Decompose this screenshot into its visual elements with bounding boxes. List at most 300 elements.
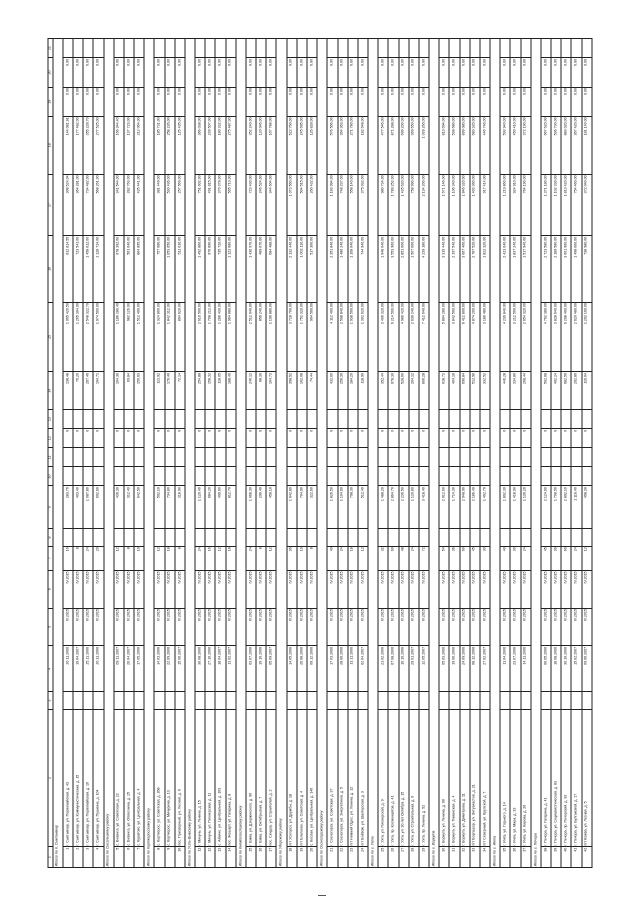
table-cell — [175, 409, 185, 428]
table-cell: 982 126,00 — [124, 302, 134, 372]
table-cell: 2 132 440,00 — [287, 235, 297, 301]
table-cell: 27.02.2007 — [480, 645, 490, 691]
table-cell — [165, 409, 175, 428]
table-cell — [327, 691, 337, 708]
table-cell — [266, 38, 276, 57]
table-cell: 8 — [154, 846, 164, 867]
table-cell: 1 073 560,00 — [287, 174, 297, 235]
table-cell: 502,68 — [541, 371, 551, 409]
table-cell: 2 189 580,00 — [551, 235, 561, 301]
group-row — [317, 38, 327, 867]
table-cell — [439, 528, 449, 545]
table-cell — [348, 447, 358, 466]
table-cell — [226, 447, 236, 466]
table-cell: IV.2015 — [256, 608, 266, 646]
table-cell: 185 731,00 — [154, 116, 164, 174]
table-cell: 0,00 — [480, 87, 490, 116]
table-cell: IV.2015 — [266, 608, 276, 646]
table-cell: 0,00 — [460, 87, 470, 116]
table-cell: 245 695,00 — [297, 116, 307, 174]
table-cell: 1 116,40 — [571, 485, 581, 528]
table-cell: 0 — [378, 428, 388, 447]
table-cell: 36 — [551, 546, 561, 570]
table-cell: 1 507 600,00 — [409, 235, 419, 301]
table-cell — [93, 38, 103, 57]
table-cell — [388, 447, 398, 466]
table-cell — [114, 409, 124, 428]
table-cell: IV.2015 — [551, 608, 561, 646]
table-cell — [83, 409, 93, 428]
table-cell: 0,00 — [338, 57, 348, 86]
table-cell: 20 — [307, 846, 317, 867]
address-cell: г. Инта, ул. Кирова, д. 26 — [521, 709, 531, 846]
table-cell — [409, 466, 419, 485]
table-cell: 28 — [409, 846, 419, 867]
table-cell: 257 569,00 — [175, 174, 185, 235]
table-row — [449, 38, 459, 867]
table-cell — [124, 528, 134, 545]
table-cell: 36 — [449, 546, 459, 570]
table-cell: IV.2015 — [378, 570, 388, 608]
table-cell: 26.08.2006 — [297, 645, 307, 691]
table-cell: 917 414,00 — [480, 174, 490, 235]
table-cell: 1 039 260,00 — [419, 116, 429, 174]
table-cell: 812,70 — [226, 485, 236, 528]
table-row — [358, 38, 368, 867]
table-cell — [165, 528, 175, 545]
table-cell: 0 — [561, 428, 571, 447]
table-cell: 0 — [348, 428, 358, 447]
table-cell: IV.2015 — [327, 608, 337, 646]
table-cell: 45 — [541, 546, 551, 570]
table-cell: 806,28 — [419, 371, 429, 409]
table-cell — [582, 38, 592, 57]
table-cell — [327, 447, 337, 466]
table-cell: 0 — [114, 428, 124, 447]
address-cell: г. Ухта, пр. Космонавтов, д. 41 — [388, 709, 398, 846]
table-cell: 7 412 640,00 — [419, 302, 429, 372]
table-cell: 0,00 — [175, 57, 185, 86]
table-cell: 2 351 840,00 — [327, 235, 337, 301]
table-cell — [165, 447, 175, 466]
table-cell: 4 986 420,00 — [399, 302, 409, 372]
table-cell — [571, 447, 581, 466]
table-cell: 275 487,00 — [226, 116, 236, 174]
table-cell: 3 406 320,00 — [378, 302, 388, 372]
address-cell: г. Емва, ул. Дзержинского, д. 90 — [246, 709, 256, 846]
address-cell: пгт Войвож, ул. Шахтерская, д. 3 — [358, 709, 368, 846]
table-cell — [114, 38, 124, 57]
table-cell: 450 410,00 — [510, 116, 520, 174]
table-cell — [571, 38, 581, 57]
address-cell: пос. Жешарт, ул. Гагарина, д. 8 — [226, 709, 236, 846]
table-cell — [266, 447, 276, 466]
table-cell — [521, 528, 531, 545]
table-cell: 0,00 — [297, 57, 307, 86]
table-cell: IV.2015 — [409, 608, 419, 646]
table-cell: 0,00 — [500, 57, 510, 86]
table-cell — [246, 409, 256, 428]
table-cell — [287, 691, 297, 708]
table-cell: IV.2015 — [83, 608, 93, 646]
table-cell: 60 — [460, 546, 470, 570]
table-cell: IV.2015 — [297, 608, 307, 646]
table-cell: 282 763,00 — [124, 174, 134, 235]
address-cell: г. Печора, пр. Печорский, д. 92 — [561, 709, 571, 846]
table-cell: 256,36 — [338, 371, 348, 409]
table-cell: 0 — [510, 428, 520, 447]
table-cell: 1 403 360,00 — [470, 174, 480, 235]
address-cell: с. Кослан, ул. Центральная, д. 140 — [307, 709, 317, 846]
table-cell: 39 — [551, 846, 561, 867]
table-cell: 2 512 640,00 — [246, 302, 256, 372]
table-cell: 0 — [205, 428, 215, 447]
table-cell: 1 136,20 — [521, 485, 531, 528]
table-row — [205, 38, 215, 867]
table-cell — [195, 447, 205, 466]
table-cell: 512,90 — [470, 371, 480, 409]
table-cell: 4 239 180,00 — [419, 235, 429, 301]
table-cell: IV.2015 — [165, 608, 175, 646]
group-row — [185, 38, 195, 867]
table-row — [266, 38, 276, 867]
table-cell: 744 940,00 — [358, 235, 368, 301]
address-cell: с. Куратово, ул. Центральная, д. 4 — [134, 709, 144, 846]
table-cell — [215, 691, 225, 708]
table-cell: 137 723,00 — [124, 116, 134, 174]
table-cell — [561, 409, 571, 428]
table-cell: 0,00 — [561, 87, 571, 116]
table-cell — [510, 447, 520, 466]
address-cell: пгт Нижний Одес, ул. Ленина, д. 12 — [348, 709, 358, 846]
table-cell: 0,00 — [124, 87, 134, 116]
table-cell — [73, 528, 83, 545]
table-cell — [327, 528, 337, 545]
table-row — [571, 38, 581, 867]
table-cell: 0 — [93, 428, 103, 447]
table-cell: 02.04.2007 — [358, 645, 368, 691]
table-cell: IV.2015 — [399, 608, 409, 646]
table-cell: 748 237,00 — [338, 174, 348, 235]
table-cell: 48 — [399, 546, 409, 570]
table-cell: 334,80 — [510, 371, 520, 409]
table-cell: 14.03.2006 — [154, 645, 164, 691]
address-cell: г. Ухта, ул. Пионерская, д. 9 — [378, 709, 388, 846]
table-cell: 19.04.2007 — [73, 645, 83, 691]
table-cell: 0 — [419, 428, 429, 447]
table-cell: 0,00 — [246, 57, 256, 86]
table-cell — [480, 466, 490, 485]
table-cell: 11 — [195, 846, 205, 867]
table-cell: 512,40 — [358, 485, 368, 528]
table-cell — [165, 38, 175, 57]
group-label: Итого по Княжпогостскому району — [236, 38, 246, 867]
table-cell — [388, 528, 398, 545]
table-cell: 436,30 — [114, 485, 124, 528]
table-cell — [470, 528, 480, 545]
table-cell: 558 140,00 — [348, 174, 358, 235]
table-cell: 683 320,00 — [470, 116, 480, 174]
table-cell: 2 186,40 — [470, 485, 480, 528]
group-label: Итого по г. Воркута — [429, 38, 439, 867]
table-cell: 2 723 580,00 — [541, 235, 551, 301]
table-cell: 0 — [175, 428, 185, 447]
table-cell: IV.2015 — [215, 570, 225, 608]
table-cell: IV.2015 — [63, 608, 73, 646]
address-cell: пгт Воргашор, ул. Энтузиастов, д. 21 — [470, 709, 480, 846]
table-cell — [338, 447, 348, 466]
table-cell — [195, 466, 205, 485]
table-cell — [73, 447, 83, 466]
table-cell: 1 517 940,00 — [521, 235, 531, 301]
table-cell: 1 488,20 — [378, 485, 388, 528]
table-cell: 262,80 — [571, 371, 581, 409]
table-cell — [510, 38, 520, 57]
table-cell: 0,00 — [195, 57, 205, 86]
table-cell: 3 553 960,00 — [388, 235, 398, 301]
table-cell: 1 219 860,00 — [500, 174, 510, 235]
table-row — [541, 38, 551, 867]
table-cell — [83, 528, 93, 545]
table-cell — [175, 691, 185, 708]
table-cell: 2 548 322,70 — [83, 302, 93, 372]
table-cell: IV.2015 — [409, 570, 419, 608]
table-cell: 1 120,40 — [195, 485, 205, 528]
table-cell: IV.2015 — [266, 570, 276, 608]
table-cell: 38 — [541, 846, 551, 867]
table-cell: 366 038,00 — [195, 116, 205, 174]
table-cell — [541, 409, 551, 428]
table-cell: IV.2015 — [134, 608, 144, 646]
table-cell — [297, 528, 307, 545]
table-cell: 3 601 960,00 — [561, 235, 571, 301]
table-cell: 496,60 — [215, 485, 225, 528]
table-row — [399, 38, 409, 867]
column-number-header: 20 — [48, 57, 53, 86]
table-cell — [266, 466, 276, 485]
table-cell: 0 — [124, 428, 134, 447]
table-cell — [358, 409, 368, 428]
table-row — [500, 38, 510, 867]
table-cell — [327, 409, 337, 428]
table-cell: 30 — [439, 846, 449, 867]
address-cell: г. Сосногорск, ул. Энергетиков, д. 5 — [338, 709, 348, 846]
table-cell: 1 286 430,00 — [215, 302, 225, 372]
table-cell: IV.2015 — [114, 570, 124, 608]
table-cell: 125 435,00 — [175, 116, 185, 174]
table-cell: 25 — [378, 846, 388, 867]
table-cell: 6 — [124, 846, 134, 867]
table-cell: 188,46 — [226, 371, 236, 409]
table-cell — [63, 691, 73, 708]
table-row — [114, 38, 124, 867]
table-cell: 369 650,00 — [409, 116, 419, 174]
table-cell: 0 — [338, 428, 348, 447]
table-cell: IV.2015 — [541, 608, 551, 646]
table-cell: IV.2015 — [449, 608, 459, 646]
table-cell — [510, 409, 520, 428]
table-cell — [399, 691, 409, 708]
table-cell: IV.2015 — [460, 570, 470, 608]
table-cell: 20.11.2006 — [93, 645, 103, 691]
table-cell: 0 — [195, 428, 205, 447]
table-cell: IV.2015 — [358, 570, 368, 608]
table-cell: 18 — [226, 546, 236, 570]
table-cell: 0,00 — [358, 87, 368, 116]
column-number-header: 9 — [48, 485, 53, 528]
table-cell: IV.2015 — [287, 570, 297, 608]
table-cell: 24 — [83, 546, 93, 570]
table-cell: 0,00 — [460, 57, 470, 86]
table-cell: 13 — [215, 846, 225, 867]
table-cell: 871 288,00 — [388, 116, 398, 174]
table-cell: 1 196 880,00 — [266, 302, 276, 372]
table-cell: 1 708 212,00 — [205, 302, 215, 372]
table-cell: 1 418,90 — [510, 485, 520, 528]
table-cell: 0,00 — [409, 57, 419, 86]
table-cell: 0 — [297, 428, 307, 447]
table-cell — [551, 447, 561, 466]
table-cell — [256, 409, 266, 428]
table-cell: 0,00 — [134, 87, 144, 116]
table-cell: 150,63 — [134, 371, 144, 409]
table-cell: 17.05.2006 — [134, 645, 144, 691]
table-cell: 5 — [114, 846, 124, 867]
table-cell: IV.2015 — [582, 608, 592, 646]
table-cell: 0,00 — [134, 57, 144, 86]
table-cell: IV.2015 — [134, 570, 144, 608]
table-cell: 432,60 — [327, 371, 337, 409]
table-cell: 0,00 — [287, 57, 297, 86]
table-cell: 1 486 240,00 — [338, 235, 348, 301]
table-cell: 180 332,00 — [215, 116, 225, 174]
table-cell: 0 — [165, 428, 175, 447]
table-cell: 0 — [154, 428, 164, 447]
table-cell: 372 190,00 — [521, 116, 531, 174]
address-cell: г. Печора, ул. Гагарина, д. 41 — [541, 709, 551, 846]
table-cell — [246, 528, 256, 545]
table-cell — [165, 466, 175, 485]
table-row — [338, 38, 348, 867]
table-cell: IV.2015 — [226, 608, 236, 646]
table-cell: 12 — [154, 546, 164, 570]
address-cell: пгт Благоево, ул. Советская, д. 4 — [297, 709, 307, 846]
table-cell: 0 — [470, 428, 480, 447]
table-row — [226, 38, 236, 867]
table-cell — [449, 466, 459, 485]
table-cell: 0,00 — [256, 57, 266, 86]
table-cell: 33 — [470, 846, 480, 867]
table-cell — [419, 447, 429, 466]
table-cell — [338, 691, 348, 708]
table-cell — [205, 447, 215, 466]
table-cell: 0,00 — [327, 87, 337, 116]
table-cell: 18 — [165, 546, 175, 570]
table-cell: 194,71 — [93, 371, 103, 409]
table-cell — [541, 528, 551, 545]
table-cell: IV.2015 — [93, 608, 103, 646]
table-cell — [388, 409, 398, 428]
address-cell: г. Сыктывкар, ул. Коммунистическая, д. 15 — [73, 709, 83, 846]
table-row — [175, 38, 185, 867]
table-cell: 24 — [338, 546, 348, 570]
table-cell: 30.10.2006 — [561, 645, 571, 691]
table-cell: 118,05 — [215, 371, 225, 409]
table-cell — [195, 38, 205, 57]
table-cell: IV.2015 — [195, 608, 205, 646]
table-cell: 60 — [561, 546, 571, 570]
table-cell: 0,00 — [510, 87, 520, 116]
table-cell: 8 — [175, 546, 185, 570]
table-cell: IV.2015 — [297, 570, 307, 608]
table-cell — [134, 691, 144, 708]
table-cell: 2 654 320,00 — [521, 302, 531, 372]
table-cell — [175, 447, 185, 466]
table-row — [63, 38, 73, 867]
table-cell — [154, 409, 164, 428]
table-cell: 08.12.2006 — [470, 645, 480, 691]
table-cell: 104,36 — [114, 371, 124, 409]
group-label: Итого по Сосногорскому району — [317, 38, 327, 867]
table-cell: 0,00 — [582, 57, 592, 86]
table-cell: 182 648,00 — [358, 116, 368, 174]
table-cell — [256, 38, 266, 57]
table-cell: IV.2015 — [500, 608, 510, 646]
table-cell: 8 — [73, 546, 83, 570]
address-cell: г. Воркута, ул. Тиманская, д. 4 — [449, 709, 459, 846]
table-cell: 1 837 240,00 — [510, 235, 520, 301]
table-cell: IV.2015 — [124, 608, 134, 646]
table-cell: 352 240,00 — [246, 116, 256, 174]
table-cell: 0,00 — [287, 87, 297, 116]
table-cell: 0,00 — [307, 57, 317, 86]
table-cell: 504 515,00 — [297, 174, 307, 235]
column-number-header: 3 — [48, 691, 53, 708]
table-cell — [409, 409, 419, 428]
table-cell — [63, 409, 73, 428]
table-cell: 528,60 — [399, 371, 409, 409]
table-cell — [521, 466, 531, 485]
table-cell: 27.10.2006 — [205, 645, 215, 691]
table-cell — [521, 38, 531, 57]
table-cell: 0,00 — [266, 57, 276, 86]
table-cell: 76,20 — [73, 371, 83, 409]
address-cell: г. Емва, ул. Октябрьская, д. 7 — [256, 709, 266, 846]
table-cell — [470, 691, 480, 708]
table-cell — [449, 528, 459, 545]
table-cell: 1 106 340,00 — [449, 174, 459, 235]
table-cell: 20.11.2006 — [63, 645, 73, 691]
table-cell: 2 851 600,00 — [399, 235, 409, 301]
table-cell — [551, 691, 561, 708]
group-row — [276, 38, 286, 867]
table-cell: 22 — [338, 846, 348, 867]
table-cell: 2 892,10 — [561, 485, 571, 528]
table-cell — [195, 528, 205, 545]
table-cell: 37 — [521, 846, 531, 867]
table-cell — [154, 691, 164, 708]
table-cell — [470, 38, 480, 57]
table-cell: 1 492 860,00 — [195, 235, 205, 301]
table-cell: 0,00 — [205, 57, 215, 86]
table-cell — [500, 409, 510, 428]
table-cell: 24 — [409, 546, 419, 570]
table-cell: 1 892,30 — [500, 485, 510, 528]
table-cell: 0,00 — [73, 87, 83, 116]
table-cell: 308 524,04 — [63, 174, 73, 235]
column-number-header: 4 — [48, 645, 53, 691]
table-body — [53, 38, 592, 867]
